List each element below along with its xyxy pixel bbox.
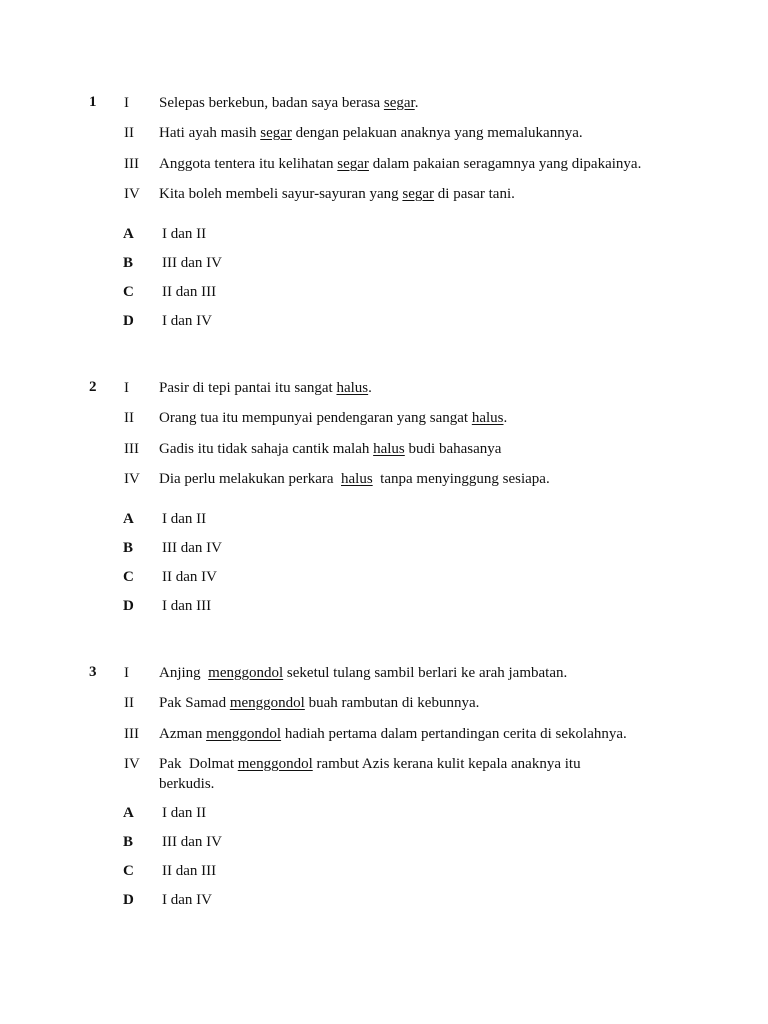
option-letter: A [123, 226, 134, 242]
statement-roman: III [124, 726, 139, 742]
statement-roman: IV [124, 471, 140, 487]
statement-text: Anggota tentera itu kelihatan segar dalam pakaian seragamnya yang dipakainya. [159, 156, 642, 172]
keyword-underlined: menggondol [208, 665, 284, 681]
statement-roman: I [124, 95, 129, 111]
keyword-underlined: segar [260, 125, 292, 141]
keyword-underlined: segar [337, 156, 369, 172]
question-number: 3 [89, 664, 97, 680]
option-letter: D [123, 892, 134, 908]
keyword-underlined: halus [336, 380, 369, 396]
option-letter: A [123, 805, 134, 821]
statement-text: Orang tua itu mempunyai pendengaran yang sangat halus. [159, 410, 508, 426]
statement-text: Gadis itu tidak sahaja cantik malah halus budi bahasanya [159, 441, 502, 457]
statement-text: Pak Dolmat menggondol rambut Azis kerana kulit kepala anaknya itu berkudis. [159, 756, 585, 792]
option-text: I dan III [162, 598, 212, 614]
question-number: 2 [89, 379, 97, 395]
statement-roman: II [124, 695, 134, 711]
option-text: I dan II [162, 226, 207, 242]
statement-roman: II [124, 410, 134, 426]
option-letter: C [123, 863, 134, 879]
statement-text: Selepas berkebun, badan saya berasa segar. [159, 95, 419, 111]
option-letter: A [123, 511, 134, 527]
keyword-underlined: segar [383, 95, 415, 111]
keyword-underlined: halus [373, 441, 405, 457]
statement-text: Dia perlu melakukan perkara halus tanpa menyinggung sesiapa. [159, 471, 550, 487]
option-letter: D [123, 313, 134, 329]
statement-text: Anjing menggondol seketul tulang sambil berlari ke arah jambatan. [159, 665, 568, 681]
keyword-underlined: menggondol [206, 726, 282, 742]
option-text: III dan IV [162, 834, 222, 850]
statement-roman: I [124, 380, 129, 396]
option-letter: C [123, 569, 134, 585]
keyword-underlined: halus [341, 471, 373, 487]
keyword-underlined: segar [402, 186, 435, 202]
statement-roman: III [124, 441, 139, 457]
option-letter: C [123, 284, 134, 300]
statement-roman: IV [124, 186, 140, 202]
option-text: III dan IV [162, 255, 222, 271]
option-letter: B [123, 255, 134, 271]
question-number: 1 [89, 94, 97, 110]
option-text: I dan IV [162, 892, 212, 908]
option-text: II dan III [162, 863, 217, 879]
statement-text: Pak Samad menggondol buah rambutan di kebunnya. [159, 695, 480, 711]
statement-text: Pasir di tepi pantai itu sangat halus. [159, 380, 372, 396]
option-text: I dan IV [162, 313, 212, 329]
keyword-underlined: menggondol [229, 695, 305, 711]
option-text: II dan IV [162, 569, 217, 585]
option-letter: D [123, 598, 134, 614]
option-text: I dan II [162, 805, 207, 821]
statement-text: Kita boleh membeli sayur-sayuran yang segar di pasar tani. [159, 186, 515, 202]
option-letter: B [123, 540, 134, 556]
option-text: I dan II [162, 511, 207, 527]
statement-text: Azman menggondol hadiah pertama dalam pertandingan cerita di sekolahnya. [159, 726, 627, 742]
statement-roman: III [124, 156, 139, 172]
option-letter: B [123, 834, 134, 850]
statement-roman: IV [124, 756, 140, 772]
keyword-underlined: menggondol [237, 756, 313, 772]
option-text: III dan IV [162, 540, 222, 556]
statement-text: Hati ayah masih segar dengan pelakuan anaknya yang memalukannya. [159, 125, 583, 141]
statement-roman: I [124, 665, 129, 681]
statement-roman: II [124, 125, 134, 141]
keyword-underlined: halus [471, 410, 504, 426]
option-text: II dan III [162, 284, 217, 300]
